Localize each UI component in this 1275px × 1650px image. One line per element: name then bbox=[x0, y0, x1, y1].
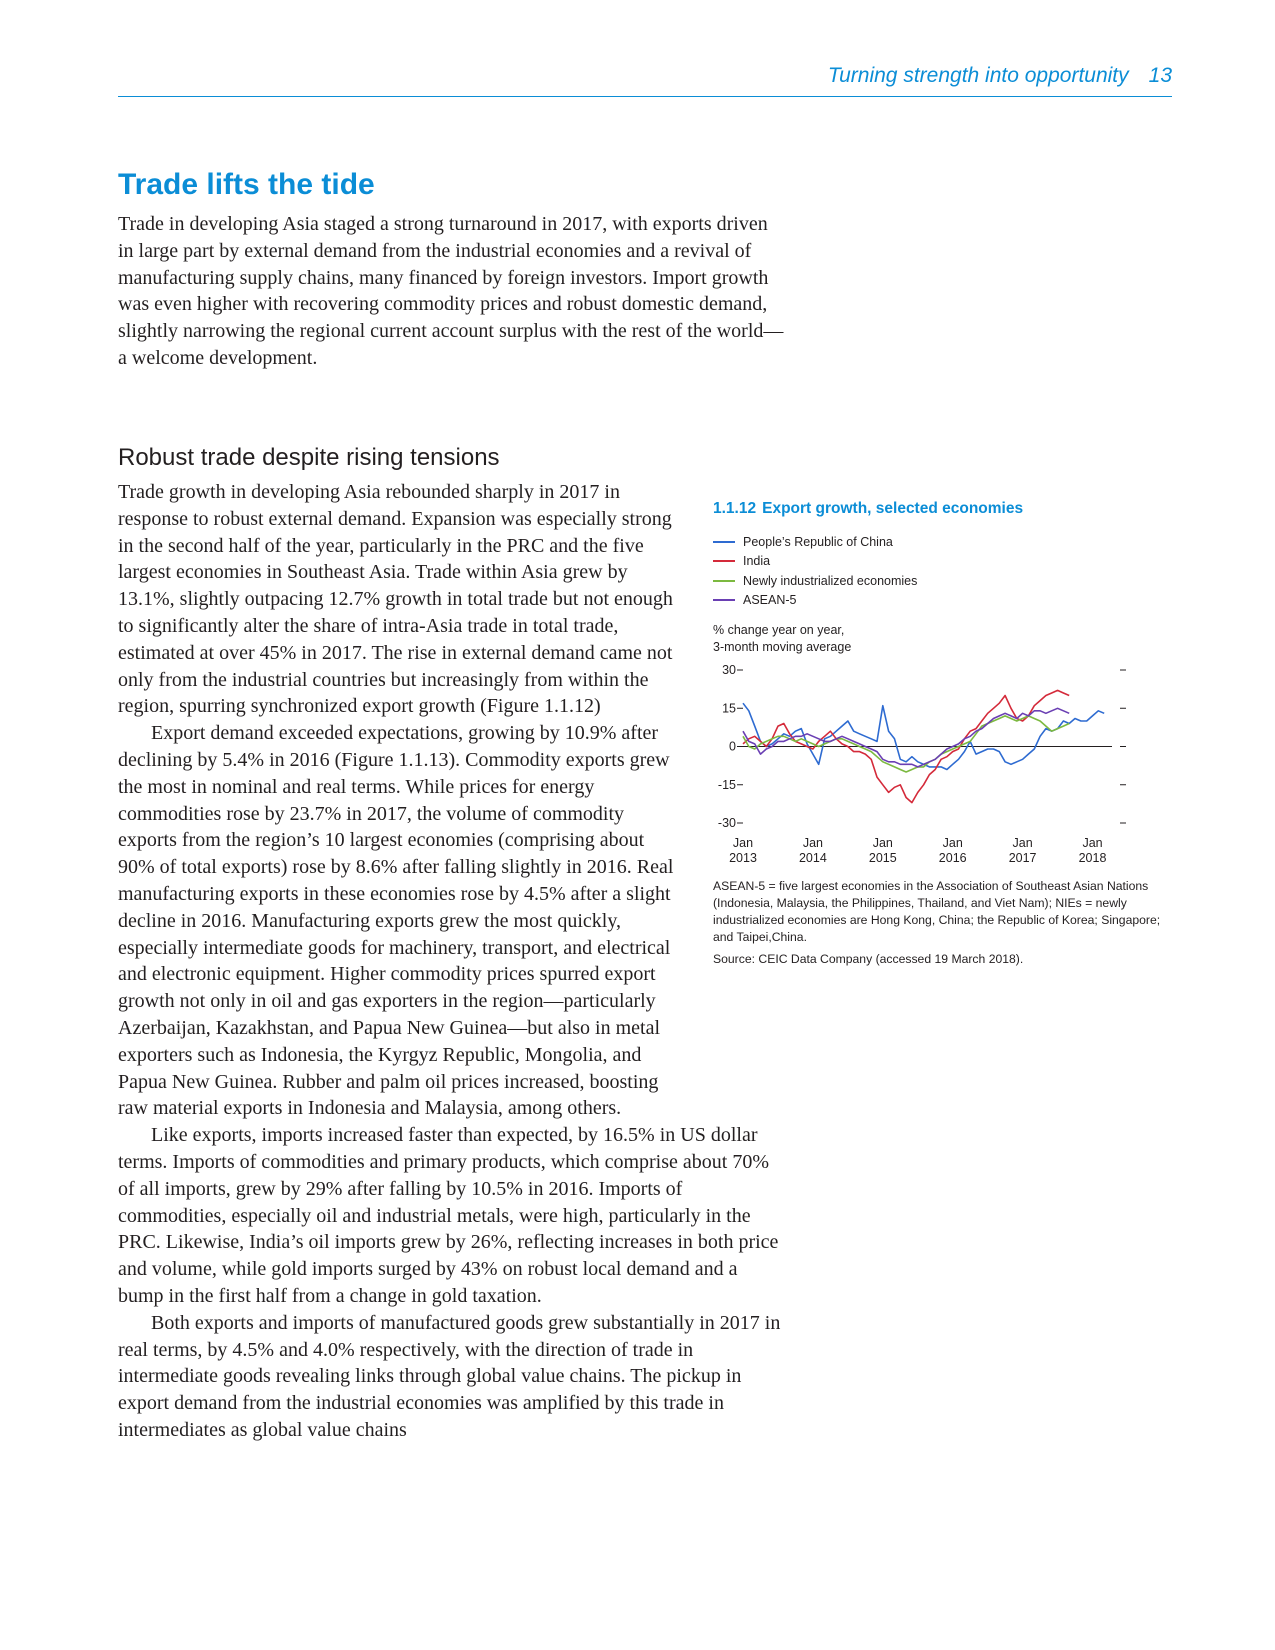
x-tick-year-label: 2014 bbox=[798, 851, 827, 865]
chart-legend bbox=[713, 532, 1173, 610]
section-title: Trade lifts the tide bbox=[118, 168, 375, 201]
legend-item bbox=[713, 552, 1173, 572]
x-tick-label: Jan bbox=[872, 836, 893, 850]
x-tick-label: Jan bbox=[732, 836, 754, 850]
body-paragraph-1: Trade growth in developing Asia rebounded sharply in 2017 in response to robust external demand. Expansion was especially strong in the second half of the year, particularly in the PRC and the five largest economies in Southeast Asia. Trade within Asia grew by 13.1%, slightly outpacing 12.7% growth in total trade but not enough to significantly alter the share of intra-Asia trade in total trade, estimated at over 45% in 2017. The rise in external demand came not only from the industrial countries but increasingly from within the region, spurring synchronized export growth (Figure 1.1.12) bbox=[118, 481, 673, 718]
body-paragraph-4: Both exports and imports of manufactured goods grew substantially in 2017 in real terms, by 4.5% and 4.0% respectively, with the direction of trade in intermediate goods revealing links through global value chains. The pickup in export demand from the industrial economies was amplified by this trade in intermediates as global value chains bbox=[118, 1311, 781, 1441]
page-number: 13 bbox=[1148, 64, 1172, 87]
x-tick-label: Jan bbox=[942, 836, 963, 850]
legend-label: ASEAN-5 bbox=[743, 593, 797, 608]
x-tick-label: Jan bbox=[802, 836, 823, 850]
body-paragraph-3: Like exports, imports increased faster than expected, by 16.5% in US dollar terms. Imports of commodities and primary products, which comprise about 70% of all imports, grew by 29% after falling by 10.5% in 2016. Imports of commodities, especially oil and industrial metals, were high, particularly in the PRC. Likewise, India’s oil imports grew by 26%, reflecting increases in both price and volume, while gold imports surged by 43% on robust local demand and a bump in the first half from a change in gold taxation. bbox=[118, 1124, 779, 1307]
body-paragraph-2: Export demand exceeded expectations, growing by 10.9% after declining by 5.4% in 2016 (Figure 1.1.13). Commodity exports grew the most in nominal and real terms. While prices for energy commodities rose by 23.7% in 2017, the volume of commodity exports from the region’s 10 largest economies (comprising about 90% of total exports) rose by 8.6% after falling slightly in 2016. Real manufacturing exports in these economies rose by 4.5% after a slight decline in 2016. Manufacturing exports grew the most quickly, especially intermediate goods for machinery, transport, and electrical and electronic equipment. Higher commodity prices spurred export growth not only in oil and gas exporters in the region—particularly Azerbaijan, Kazakhstan, and Papua New Guinea—but also in metal exporters such as Indonesia, the Kyrgyz Republic, Mongolia, and Papua New Guinea. Rubber and palm oil prices increased, boosting raw material exports in Indonesia and Malaysia, among others. bbox=[118, 722, 674, 1120]
legend-label: People’s Republic of China bbox=[743, 534, 893, 549]
figure-notes bbox=[713, 878, 1168, 968]
legend-swatch bbox=[713, 599, 735, 601]
series-line bbox=[743, 708, 1069, 767]
x-tick-year-label: 2016 bbox=[938, 851, 967, 865]
legend-item bbox=[713, 591, 1173, 611]
x-tick-year-label: 2017 bbox=[1008, 851, 1037, 865]
figure-number: 1.1.12 bbox=[713, 500, 757, 517]
y-tick-label: 30 bbox=[722, 663, 736, 677]
line-chart bbox=[713, 660, 1173, 870]
y-tick-label: 0 bbox=[729, 739, 736, 754]
running-head bbox=[828, 64, 1172, 88]
figure-title bbox=[713, 500, 1173, 518]
legend-swatch bbox=[713, 541, 735, 543]
y-tick-label: -30 bbox=[717, 816, 736, 830]
intro-paragraph: Trade in developing Asia staged a strong turnaround in 2017, with exports driven in large part by external demand from the industrial economies and a revival of manufacturing supply chains, many financed by foreign investors. Import growth was even higher with recovering commodity prices and robust domestic demand, slightly narrowing the regional current account surplus with the rest of the world—a welcome development. bbox=[118, 213, 784, 369]
legend-item bbox=[713, 571, 1173, 591]
y-label-line: 3-month moving average bbox=[713, 640, 852, 654]
legend-label: Newly industrialized economies bbox=[743, 573, 918, 588]
x-tick-year-label: 2018 bbox=[1078, 851, 1107, 865]
x-tick-year-label: 2015 bbox=[868, 851, 897, 865]
running-title: Turning strength into opportunity bbox=[827, 64, 1129, 87]
subsection-title: Robust trade despite rising tensions bbox=[118, 444, 500, 471]
figure-title-text: Export growth, selected economies bbox=[762, 500, 1024, 517]
header-rule bbox=[118, 96, 1172, 97]
figure-1-1-12 bbox=[713, 500, 1173, 968]
figure-source: Source: CEIC Data Company (accessed 19 March 2018). bbox=[713, 952, 1024, 966]
body-text bbox=[118, 479, 786, 1444]
legend-swatch bbox=[713, 580, 735, 582]
legend-label: India bbox=[743, 554, 771, 569]
legend-item bbox=[713, 532, 1173, 552]
y-tick-label: 15 bbox=[722, 701, 736, 716]
x-tick-year-label: 2013 bbox=[729, 851, 757, 865]
y-tick-label: -15 bbox=[717, 777, 736, 792]
y-label-line: % change year on year, bbox=[713, 623, 845, 637]
chart-y-label bbox=[713, 622, 1173, 656]
x-tick-label: Jan bbox=[1082, 836, 1103, 850]
legend-swatch bbox=[713, 560, 735, 562]
figure-note-text: ASEAN-5 = five largest economies in the Association of Southeast Asian Nations (Indonesia, Malaysia, the Philippines, Thailand, and Viet Nam); NIEs = newly industrialized economies are Hong Kong, China; the Republic of Korea; Singapore; and Taipei,China. bbox=[713, 879, 1161, 944]
x-tick-label: Jan bbox=[1012, 836, 1033, 850]
